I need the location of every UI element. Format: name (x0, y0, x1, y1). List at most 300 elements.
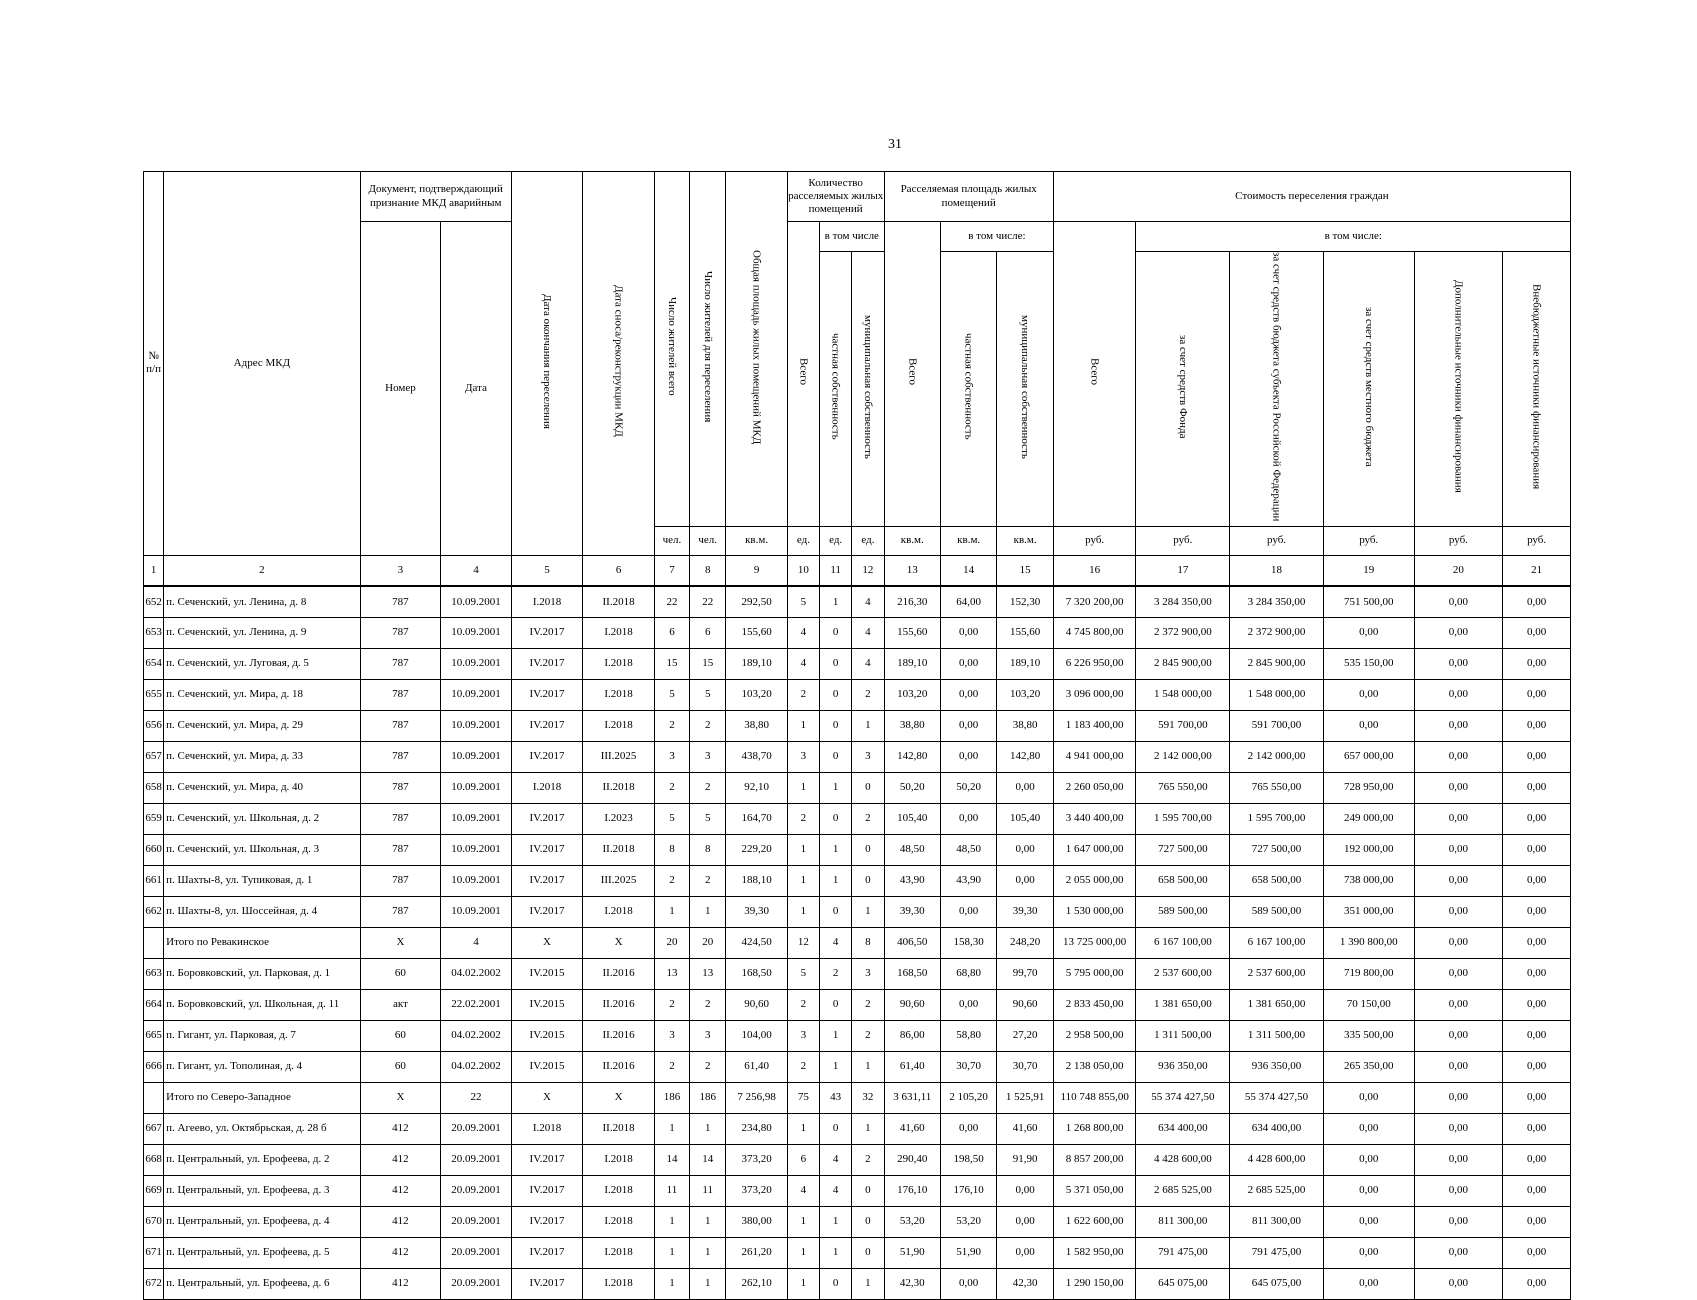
table-cell: 412 (360, 1237, 441, 1268)
unit-cell: руб. (1323, 526, 1414, 555)
table-cell: 39,30 (726, 896, 787, 927)
table-cell: 1 530 000,00 (1053, 896, 1136, 927)
header-cost-local: за счет средств местного бюджета (1323, 252, 1414, 527)
table-cell: 1 311 500,00 (1136, 1020, 1230, 1051)
table-cell: 292,50 (726, 586, 787, 617)
table-cell: 6 226 950,00 (1053, 648, 1136, 679)
table-cell: 188,10 (726, 865, 787, 896)
table-cell: 373,20 (726, 1144, 787, 1175)
table-cell: 2 142 000,00 (1136, 741, 1230, 772)
header-demolition-date: Дата сноса/реконструкции МКД (583, 172, 655, 556)
table-cell: 90,60 (884, 989, 940, 1020)
table-cell: 0,00 (1414, 1206, 1503, 1237)
table-cell: 1 (852, 1051, 884, 1082)
table-cell: 2 (690, 772, 726, 803)
table-cell: 10.09.2001 (441, 586, 512, 617)
table-cell: 0,00 (1323, 1082, 1414, 1113)
table-cell: 20.09.2001 (441, 1237, 512, 1268)
table-cell: 8 (690, 834, 726, 865)
table-cell: 2 (690, 1051, 726, 1082)
table-cell: 4 (852, 617, 884, 648)
table-total-row (144, 1082, 1571, 1113)
table-cell: 32 (852, 1082, 884, 1113)
unit-cell: руб. (1503, 526, 1571, 555)
table-cell: 1 (787, 834, 819, 865)
table-cell: 30,70 (997, 1051, 1053, 1082)
table-cell: 1 (787, 772, 819, 803)
table-cell: 658 500,00 (1230, 865, 1324, 896)
table-cell: 90,60 (997, 989, 1053, 1020)
table-cell: 0,00 (1414, 803, 1503, 834)
table-cell: 0,00 (1414, 1268, 1503, 1299)
address-cell: п. Центральный, ул. Ерофеева, д. 5 (164, 1237, 360, 1268)
row-number-cell: 659 (144, 803, 164, 834)
table-cell: 48,50 (940, 834, 996, 865)
address-cell: Итого по Северо-Западное (164, 1082, 360, 1113)
table-cell: 5 (690, 803, 726, 834)
table-cell: 424,50 (726, 927, 787, 958)
table-cell: 2 (690, 710, 726, 741)
table-cell: 104,00 (726, 1020, 787, 1051)
table-cell: 2 845 900,00 (1136, 648, 1230, 679)
table-cell: 589 500,00 (1136, 896, 1230, 927)
table-cell: 20 (690, 927, 726, 958)
table-cell: 290,40 (884, 1144, 940, 1175)
table-cell: 50,20 (940, 772, 996, 803)
table-row (144, 710, 1571, 741)
table-cell: IV.2017 (511, 1175, 583, 1206)
table-cell: 2 138 050,00 (1053, 1051, 1136, 1082)
index-cell: 18 (1230, 555, 1324, 586)
table-cell: 787 (360, 648, 441, 679)
table-cell: 5 795 000,00 (1053, 958, 1136, 989)
table-cell: II.2018 (583, 834, 655, 865)
table-cell: 811 300,00 (1136, 1206, 1230, 1237)
table-cell: 728 950,00 (1323, 772, 1414, 803)
table-cell: 0,00 (1503, 927, 1571, 958)
address-cell: п. Центральный, ул. Ерофеева, д. 2 (164, 1144, 360, 1175)
table-cell: 2 (852, 679, 884, 710)
table-cell: 10.09.2001 (441, 710, 512, 741)
table-cell: 1 381 650,00 (1136, 989, 1230, 1020)
table-cell: 2 (787, 679, 819, 710)
table-cell: 4 (787, 617, 819, 648)
table-cell: 0,00 (1503, 1051, 1571, 1082)
table-cell: 2 142 000,00 (1230, 741, 1324, 772)
header-cost-fund: за счет средств Фонда (1136, 252, 1230, 527)
table-cell: IV.2017 (511, 679, 583, 710)
table-cell: I.2018 (583, 896, 655, 927)
table-cell: 103,20 (726, 679, 787, 710)
header-doc-date: Дата (441, 222, 512, 556)
table-cell: 261,20 (726, 1237, 787, 1268)
table-cell: 658 500,00 (1136, 865, 1230, 896)
table-cell: 5 (654, 679, 689, 710)
table-cell: IV.2017 (511, 1144, 583, 1175)
table-cell: 13 725 000,00 (1053, 927, 1136, 958)
table-cell: 0 (820, 803, 852, 834)
table-cell: 412 (360, 1206, 441, 1237)
table-cell: 10.09.2001 (441, 741, 512, 772)
table-cell: I.2018 (583, 1175, 655, 1206)
table-cell: 2 (820, 958, 852, 989)
table-cell: X (511, 1082, 583, 1113)
table-cell: 12 (787, 927, 819, 958)
table-cell: 13 (690, 958, 726, 989)
index-cell: 20 (1414, 555, 1503, 586)
table-cell: 0,00 (940, 741, 996, 772)
table-cell: 1 (787, 1113, 819, 1144)
address-cell: п. Агеево, ул. Октябрьская, д. 28 б (164, 1113, 360, 1144)
table-cell: 234,80 (726, 1113, 787, 1144)
table-cell: 2 (852, 803, 884, 834)
table-cell: 1 (787, 1206, 819, 1237)
table-cell: 155,60 (726, 617, 787, 648)
table-cell: 2 105,20 (940, 1082, 996, 1113)
table-cell: 186 (654, 1082, 689, 1113)
table-cell: 0,00 (1503, 1113, 1571, 1144)
header-residents: Число жителей всего (654, 172, 689, 527)
table-cell: 22 (441, 1082, 512, 1113)
table-cell: IV.2017 (511, 803, 583, 834)
table-cell: 2 (690, 865, 726, 896)
table-cell: 0,00 (1414, 958, 1503, 989)
index-cell: 9 (726, 555, 787, 586)
table-cell: 20.09.2001 (441, 1268, 512, 1299)
table-cell: 787 (360, 865, 441, 896)
table-cell: 262,10 (726, 1268, 787, 1299)
table-cell: 30,70 (940, 1051, 996, 1082)
index-cell: 5 (511, 555, 583, 586)
table-cell: 373,20 (726, 1175, 787, 1206)
header-end-date: Дата окончания переселения (511, 172, 583, 556)
table-cell: 936 350,00 (1230, 1051, 1324, 1082)
header-no: № п/п (144, 172, 164, 556)
table-cell: 1 311 500,00 (1230, 1020, 1324, 1051)
index-cell: 15 (997, 555, 1053, 586)
table-cell: 6 167 100,00 (1136, 927, 1230, 958)
address-cell: Итого по Ревакинское (164, 927, 360, 958)
table-cell: 42,30 (884, 1268, 940, 1299)
table-cell: 53,20 (940, 1206, 996, 1237)
table-cell: 0 (852, 1206, 884, 1237)
table-cell: 20.09.2001 (441, 1175, 512, 1206)
table-cell: 0,00 (1503, 1268, 1571, 1299)
unit-cell: ед. (852, 526, 884, 555)
row-number-cell: 666 (144, 1051, 164, 1082)
table-cell: 787 (360, 834, 441, 865)
table-cell: 10.09.2001 (441, 679, 512, 710)
table-cell: 158,30 (940, 927, 996, 958)
table-cell: I.2018 (511, 772, 583, 803)
table-cell: 99,70 (997, 958, 1053, 989)
table-cell: 8 (852, 927, 884, 958)
table-cell: I.2018 (583, 710, 655, 741)
table-cell: I.2023 (583, 803, 655, 834)
index-cell: 11 (820, 555, 852, 586)
table-cell: 43 (820, 1082, 852, 1113)
table-cell: 412 (360, 1268, 441, 1299)
address-cell: п. Сеченский, ул. Школьная, д. 2 (164, 803, 360, 834)
table-cell: 1 (654, 1268, 689, 1299)
table-cell: 4 (820, 1144, 852, 1175)
unit-cell: ед. (787, 526, 819, 555)
table-cell: 1 595 700,00 (1136, 803, 1230, 834)
table-cell: 0,00 (1414, 741, 1503, 772)
table-cell: 1 (654, 1206, 689, 1237)
header-quantity-incl: в том числе (820, 222, 885, 252)
table-cell: 1 548 000,00 (1230, 679, 1324, 710)
table-cell: 0,00 (1323, 1144, 1414, 1175)
table-cell: 142,80 (884, 741, 940, 772)
address-cell: п. Центральный, ул. Ерофеева, д. 6 (164, 1268, 360, 1299)
table-cell: 20 (654, 927, 689, 958)
table-cell: 2 (852, 1144, 884, 1175)
table-cell: 91,90 (997, 1144, 1053, 1175)
table-cell: 39,30 (884, 896, 940, 927)
table-cell: 1 (820, 1051, 852, 1082)
index-cell: 13 (884, 555, 940, 586)
table-cell: 189,10 (884, 648, 940, 679)
table-cell: IV.2017 (511, 648, 583, 679)
table-cell: 04.02.2002 (441, 958, 512, 989)
table-total-row (144, 927, 1571, 958)
table-cell: 0,00 (940, 648, 996, 679)
table-cell: 0,00 (1414, 679, 1503, 710)
table-cell: 41,60 (997, 1113, 1053, 1144)
table-cell: 155,60 (884, 617, 940, 648)
table-cell: 591 700,00 (1136, 710, 1230, 741)
address-cell: п. Сеченский, ул. Ленина, д. 8 (164, 586, 360, 617)
table-row (144, 617, 1571, 648)
table-cell: 10.09.2001 (441, 865, 512, 896)
address-cell: п. Сеченский, ул. Мира, д. 33 (164, 741, 360, 772)
table-cell: 55 374 427,50 (1230, 1082, 1324, 1113)
table-cell: 936 350,00 (1136, 1051, 1230, 1082)
table-cell: 4 (820, 1175, 852, 1206)
row-number-cell: 658 (144, 772, 164, 803)
table-cell: 2 833 450,00 (1053, 989, 1136, 1020)
table-cell: 1 548 000,00 (1136, 679, 1230, 710)
table-cell: 0,00 (1323, 1268, 1414, 1299)
table-cell: 0,00 (1503, 834, 1571, 865)
table-cell: 14 (690, 1144, 726, 1175)
table-cell: 787 (360, 772, 441, 803)
table-cell: 0,00 (997, 1206, 1053, 1237)
table-cell: 0,00 (1414, 1051, 1503, 1082)
table-cell: 168,50 (884, 958, 940, 989)
table-cell: 58,80 (940, 1020, 996, 1051)
row-number-cell: 668 (144, 1144, 164, 1175)
table-cell: 1 595 700,00 (1230, 803, 1324, 834)
table-cell: 0 (820, 1268, 852, 1299)
table-cell: 1 (852, 710, 884, 741)
table-cell: 6 (690, 617, 726, 648)
unit-cell: чел. (654, 526, 689, 555)
row-number-cell: 663 (144, 958, 164, 989)
table-cell: 2 (787, 1051, 819, 1082)
table-cell: 22 (654, 586, 689, 617)
table-cell: 0,00 (940, 989, 996, 1020)
table-cell: 51,90 (940, 1237, 996, 1268)
table-cell: 791 475,00 (1230, 1237, 1324, 1268)
table-row (144, 1051, 1571, 1082)
table-cell: X (360, 1082, 441, 1113)
table-cell: 1 (787, 865, 819, 896)
table-cell: 719 800,00 (1323, 958, 1414, 989)
table-cell: 60 (360, 1051, 441, 1082)
address-cell: п. Сеченский, ул. Луговая, д. 5 (164, 648, 360, 679)
table-cell: 0,00 (1323, 1113, 1414, 1144)
header-quantity-private: частная собственность (820, 252, 852, 527)
table-cell: 10.09.2001 (441, 896, 512, 927)
address-cell: п. Центральный, ул. Ерофеева, д. 3 (164, 1175, 360, 1206)
table-cell: 787 (360, 710, 441, 741)
unit-cell: руб. (1414, 526, 1503, 555)
table-cell: 105,40 (884, 803, 940, 834)
address-cell: п. Сеченский, ул. Мира, д. 40 (164, 772, 360, 803)
table-cell: 38,80 (726, 710, 787, 741)
table-cell: 2 537 600,00 (1230, 958, 1324, 989)
table-cell: 0,00 (1503, 772, 1571, 803)
header-area: Расселяемая площадь жилых помещений (884, 172, 1053, 222)
table-cell: 61,40 (884, 1051, 940, 1082)
table-cell: 1 (690, 896, 726, 927)
unit-cell: кв.м. (884, 526, 940, 555)
header-cost-incl: в том числе: (1136, 222, 1571, 252)
table-cell: 53,20 (884, 1206, 940, 1237)
table-cell: 4 (787, 648, 819, 679)
table-cell: 0,00 (940, 1113, 996, 1144)
header-address: Адрес МКД (164, 172, 360, 556)
table-cell: 4 (787, 1175, 819, 1206)
table-cell: 0,00 (1503, 896, 1571, 927)
row-number-cell: 660 (144, 834, 164, 865)
table-cell: 0,00 (1503, 1237, 1571, 1268)
table-cell: 14 (654, 1144, 689, 1175)
address-cell: п. Сеченский, ул. Мира, д. 29 (164, 710, 360, 741)
table-cell: 0,00 (1414, 710, 1503, 741)
table-cell: 75 (787, 1082, 819, 1113)
table-cell: 0,00 (1503, 679, 1571, 710)
unit-cell: чел. (690, 526, 726, 555)
header-area-private: частная собственность (940, 252, 996, 527)
table-cell: 791 475,00 (1136, 1237, 1230, 1268)
row-number-cell: 661 (144, 865, 164, 896)
table-cell: 634 400,00 (1136, 1113, 1230, 1144)
table-cell: 42,30 (997, 1268, 1053, 1299)
table-cell: 0,00 (940, 679, 996, 710)
table-cell: 1 (787, 710, 819, 741)
table-cell: 248,20 (997, 927, 1053, 958)
table-cell: 0,00 (1323, 679, 1414, 710)
table-row (144, 648, 1571, 679)
table-cell: IV.2017 (511, 741, 583, 772)
header-cost: Стоимость переселения граждан (1053, 172, 1570, 222)
table-cell: 10.09.2001 (441, 772, 512, 803)
table-cell: X (583, 927, 655, 958)
table-cell: 22 (690, 586, 726, 617)
table-cell: 3 (852, 741, 884, 772)
table-row (144, 772, 1571, 803)
address-cell: п. Боровковский, ул. Школьная, д. 11 (164, 989, 360, 1020)
table-cell: 164,70 (726, 803, 787, 834)
index-cell: 7 (654, 555, 689, 586)
index-cell: 19 (1323, 555, 1414, 586)
table-cell: 7 320 200,00 (1053, 586, 1136, 617)
table-cell: 55 374 427,50 (1136, 1082, 1230, 1113)
table-cell: 2 (654, 772, 689, 803)
table-cell: 43,90 (940, 865, 996, 896)
table-cell: 0,00 (1323, 710, 1414, 741)
table-cell: 1 (654, 1113, 689, 1144)
table-row (144, 1206, 1571, 1237)
table-cell: 0,00 (997, 834, 1053, 865)
row-number-cell: 665 (144, 1020, 164, 1051)
row-number-cell: 657 (144, 741, 164, 772)
table-cell: 4 745 800,00 (1053, 617, 1136, 648)
table-cell: 0,00 (1503, 741, 1571, 772)
table-cell: 5 (787, 958, 819, 989)
table-cell: 0 (852, 1175, 884, 1206)
table-cell: 5 (690, 679, 726, 710)
unit-cell: ед. (820, 526, 852, 555)
index-cell: 1 (144, 555, 164, 586)
table-cell: 3 (787, 1020, 819, 1051)
unit-cell: кв.м. (726, 526, 787, 555)
table-cell: 1 (787, 896, 819, 927)
header-cost-additional: Дополнительные источники финансирования (1414, 252, 1503, 527)
table-cell: 3 096 000,00 (1053, 679, 1136, 710)
table-cell: 3 440 400,00 (1053, 803, 1136, 834)
table-cell: X (583, 1082, 655, 1113)
table-row (144, 1237, 1571, 1268)
table-cell: 6 (654, 617, 689, 648)
table-cell: 0 (820, 896, 852, 927)
table-cell: 0,00 (1414, 1020, 1503, 1051)
table-cell: 22.02.2001 (441, 989, 512, 1020)
table-cell: 15 (654, 648, 689, 679)
index-cell: 8 (690, 555, 726, 586)
table-cell: 0,00 (1503, 865, 1571, 896)
row-number-cell: 669 (144, 1175, 164, 1206)
table-cell: 3 (852, 958, 884, 989)
table-cell: 0 (852, 865, 884, 896)
table-cell: 1 390 800,00 (1323, 927, 1414, 958)
table-cell: 51,90 (884, 1237, 940, 1268)
table-cell: III.2025 (583, 865, 655, 896)
table-cell: 0 (852, 772, 884, 803)
table-row (144, 896, 1571, 927)
address-cell: п. Сеченский, ул. Ленина, д. 9 (164, 617, 360, 648)
table-cell: 2 958 500,00 (1053, 1020, 1136, 1051)
table-cell: 0 (820, 648, 852, 679)
table-row (144, 1020, 1571, 1051)
table-cell: 8 (654, 834, 689, 865)
table-cell: III.2025 (583, 741, 655, 772)
address-cell: п. Шахты-8, ул. Шоссейная, д. 4 (164, 896, 360, 927)
header-cost-subject: за счет средств бюджета субъекта Российской Федерации (1230, 252, 1324, 527)
table-cell: 0 (852, 1237, 884, 1268)
table-cell: 1 (820, 586, 852, 617)
table-cell: 4 (852, 586, 884, 617)
table-cell: I.2018 (583, 617, 655, 648)
table-cell: 20.09.2001 (441, 1144, 512, 1175)
table-cell: 0,00 (997, 865, 1053, 896)
row-number-cell: 662 (144, 896, 164, 927)
table-cell: 0,00 (1503, 617, 1571, 648)
table-cell: 412 (360, 1144, 441, 1175)
